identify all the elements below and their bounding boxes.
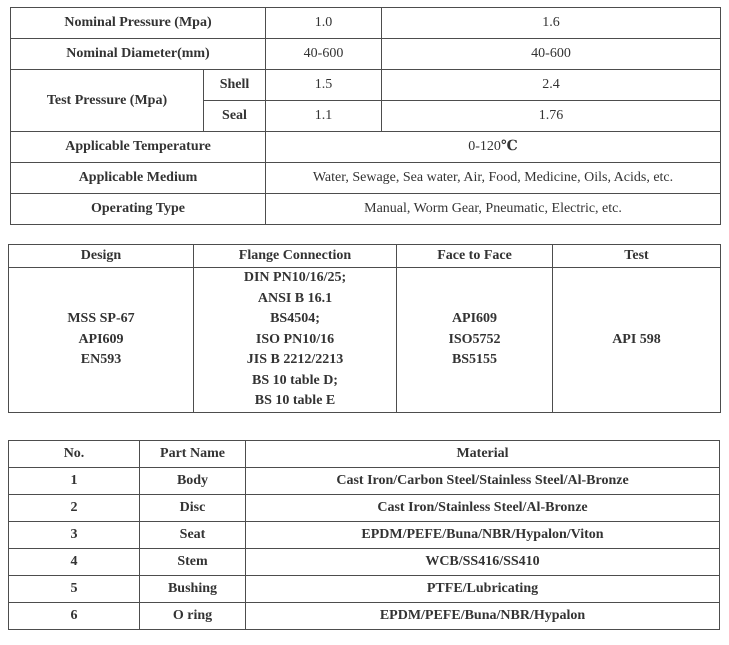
header-test: Test [553,245,721,268]
flange-item: DIN PN10/16/25; [243,270,347,286]
test-pressure-label: Test Pressure (Mpa) [11,70,204,132]
face-to-face-standards [397,268,553,413]
seal-value-2: 1.76 [382,101,721,132]
temperature-value [266,132,721,163]
parts-header-row [9,441,720,468]
face-to-face-item: ISO5752 [448,331,501,347]
table-row [9,549,720,576]
part-material: WCB/SS416/SS410 [246,549,720,576]
shell-value-2: 2.4 [382,70,721,101]
standards-table [8,244,721,413]
flange-item: BS4504; [270,311,320,327]
spec-row-operating [11,194,721,225]
nominal-pressure-value-1: 1.0 [266,8,382,39]
seal-label: Seal [204,101,266,132]
flange-item: BS 10 table D; [252,372,338,388]
design-item: API609 [78,331,124,347]
spec-row-temperature [11,132,721,163]
face-to-face-item: BS5155 [451,352,498,368]
table-row [9,576,720,603]
flange-item: ANSI B 16.1 [257,290,333,306]
part-number: 5 [9,576,140,603]
part-material: Cast Iron/Stainless Steel/Al-Bronze [246,495,720,522]
part-name: Disc [140,495,246,522]
header-part-name: Part Name [140,441,246,468]
nominal-pressure-value-2: 1.6 [382,8,721,39]
part-name: Body [140,468,246,495]
medium-label: Applicable Medium [11,163,266,194]
design-item: MSS SP-67 [67,311,135,327]
table-row [9,495,720,522]
part-number: 2 [9,495,140,522]
part-name: Stem [140,549,246,576]
part-name: Seat [140,522,246,549]
table-row [9,468,720,495]
shell-label: Shell [204,70,266,101]
spec-table [10,7,721,225]
spec-row-nominal-diameter [11,39,721,70]
spec-row-test-shell [11,70,721,101]
part-number: 4 [9,549,140,576]
table-row [9,603,720,630]
header-flange-connection: Flange Connection [194,245,397,268]
standards-data-row [9,268,721,413]
nominal-pressure-label: Nominal Pressure (Mpa) [11,8,266,39]
parts-table [8,440,720,630]
part-name: Bushing [140,576,246,603]
design-item: EN593 [80,352,122,368]
nominal-diameter-value-2: 40-600 [382,39,721,70]
temperature-label: Applicable Temperature [11,132,266,163]
seal-value-1: 1.1 [266,101,382,132]
part-material: EPDM/PEFE/Buna/NBR/Hypalon [246,603,720,630]
part-number: 1 [9,468,140,495]
operating-value: Manual, Worm Gear, Pneumatic, Electric, etc. [266,194,721,225]
table-row [9,522,720,549]
header-material: Material [246,441,720,468]
spec-row-medium [11,163,721,194]
part-name: O ring [140,603,246,630]
part-number: 6 [9,603,140,630]
part-number: 3 [9,522,140,549]
flange-item: BS 10 table E [254,393,336,409]
header-design: Design [9,245,194,268]
standards-header-row [9,245,721,268]
temperature-range: 0-120 [468,139,501,154]
test-standard: API 598 [553,268,721,413]
spec-row-nominal-pressure [11,8,721,39]
part-material: PTFE/Lubricating [246,576,720,603]
medium-value: Water, Sewage, Sea water, Air, Food, Medicine, Oils, Acids, etc. [266,163,721,194]
operating-label: Operating Type [11,194,266,225]
flange-item: JIS B 2212/2213 [246,352,344,368]
nominal-diameter-value-1: 40-600 [266,39,382,70]
flange-item: ISO PN10/16 [255,331,335,347]
nominal-diameter-label: Nominal Diameter(mm) [11,39,266,70]
header-no: No. [9,441,140,468]
part-material: EPDM/PEFE/Buna/NBR/Hypalon/Viton [246,522,720,549]
design-standards [9,268,194,413]
flange-standards [194,268,397,413]
part-material: Cast Iron/Carbon Steel/Stainless Steel/Al-Bronze [246,468,720,495]
face-to-face-item: API609 [451,311,498,327]
header-face-to-face: Face to Face [397,245,553,268]
shell-value-1: 1.5 [266,70,382,101]
temperature-unit: ℃ [500,139,518,154]
